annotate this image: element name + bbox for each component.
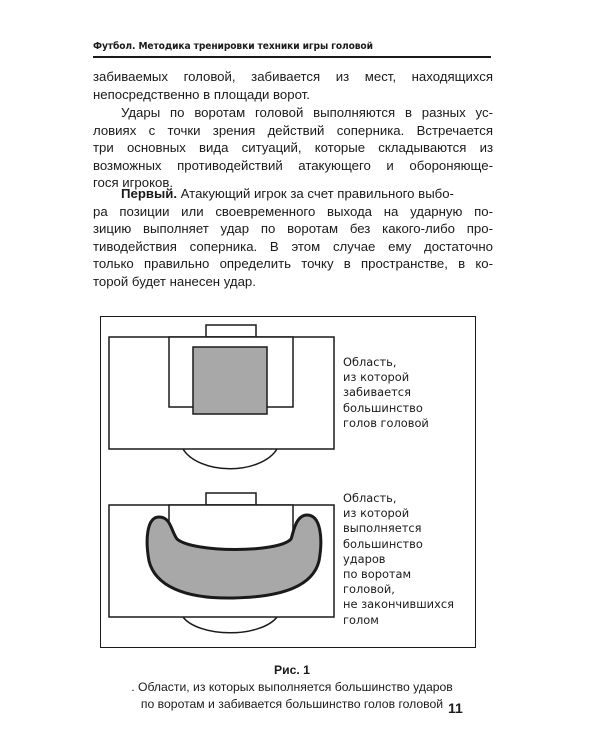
- goal-bottom: [206, 493, 256, 505]
- bottom-zone-label: [343, 491, 454, 628]
- label-line: голом: [343, 612, 379, 627]
- header-rule: [93, 56, 491, 58]
- text-line: гося игроков.: [93, 175, 174, 191]
- caption-line: [100, 662, 484, 696]
- figure-caption: [100, 662, 484, 712]
- label-line: ударов: [343, 551, 386, 566]
- text-line: тиводействия соперника. В этом случае ему достаточно: [93, 238, 493, 254]
- penalty-arc-bottom: [183, 617, 277, 633]
- lead-word: Первый.: [121, 186, 178, 201]
- penalty-arc-top: [183, 449, 277, 469]
- label-line: не закончившихся: [343, 597, 454, 612]
- paragraph-2: [93, 104, 493, 192]
- label-line: из которой: [343, 370, 410, 385]
- text-line: три основных вида ситуаций, которые складываются из: [93, 140, 493, 156]
- label-line: забивается: [343, 385, 411, 400]
- text-line: ра позиции или своевременного выхода на ударную по-: [93, 203, 493, 219]
- caption-line: по воротам и забивается большинство голов головой: [140, 696, 444, 711]
- paragraph-3: [93, 185, 493, 291]
- heading-goal-zone: [193, 347, 267, 414]
- text-line: ловиях с точки зрения действий соперника. Встречается: [93, 122, 493, 138]
- text-line: [93, 185, 493, 203]
- label-line: Область,: [343, 355, 397, 369]
- paragraph-1: [93, 68, 493, 103]
- label-line: из которой: [343, 506, 410, 521]
- caption-text: . Области, из которых выполняется большинство ударов: [131, 679, 453, 694]
- label-line: головой,: [343, 582, 395, 597]
- label-line: большинство: [343, 536, 423, 551]
- label-line: Область,: [343, 491, 397, 505]
- text-line: Удары по воротам головой выполняются в разных ус-: [121, 105, 493, 120]
- label-line: по воротам: [343, 567, 412, 582]
- text-line: зицию выполняет удар по воротам без какого-либо про-: [93, 221, 493, 237]
- label-line: голов головой: [343, 415, 429, 430]
- figure-penalty-areas: [100, 316, 476, 648]
- text-line: торой будет нанесен удар.: [93, 273, 256, 289]
- goal-top: [206, 325, 256, 337]
- text-line: непосредственно в площади ворот.: [93, 86, 310, 102]
- label-line: выполняется: [343, 521, 422, 536]
- running-header: Футбол. Методика тренировки техники игры головой: [93, 41, 373, 52]
- text-line: забиваемых головой, забивается из мест, находящихся: [93, 69, 493, 84]
- top-zone-label: [343, 355, 429, 431]
- page-number: 11: [448, 700, 463, 716]
- caption-label: Рис. 1: [274, 663, 310, 677]
- text-line: только правильно определить точку в пространстве, в ко-: [93, 256, 493, 272]
- text-line: возможных противодействий атакующего и обороняюще-: [93, 157, 493, 173]
- text-fragment: Атакующий игрок за счет правильного выбо-: [177, 186, 454, 201]
- label-line: большинство: [343, 400, 423, 415]
